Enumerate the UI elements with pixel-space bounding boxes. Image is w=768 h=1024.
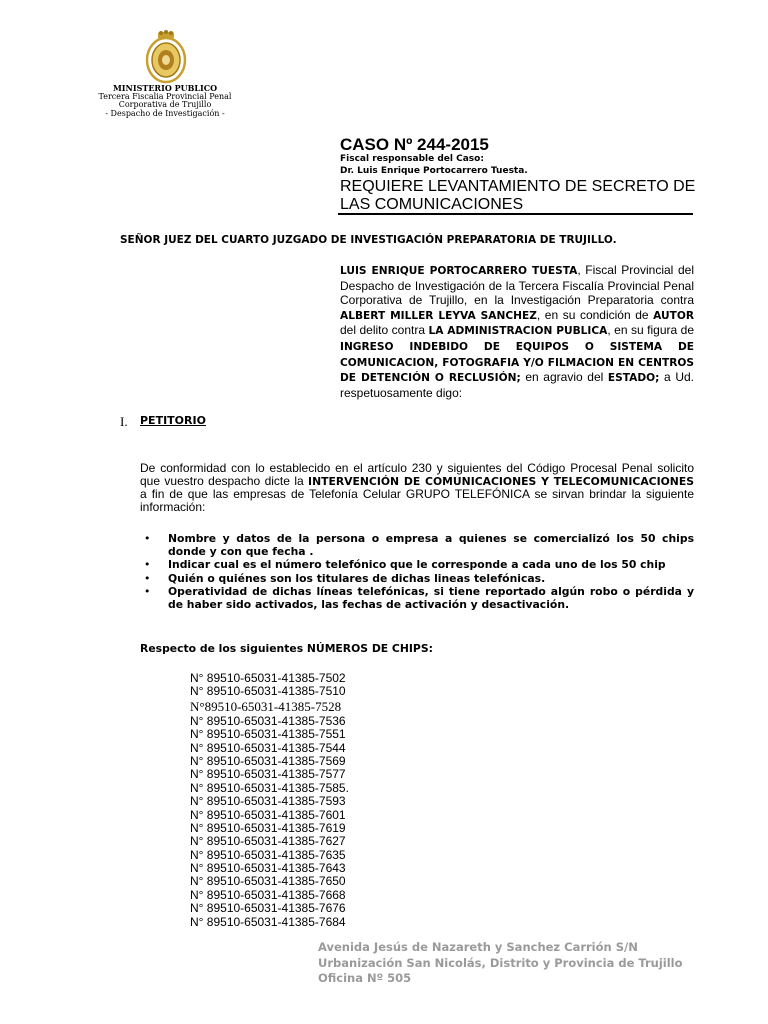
accused-name: ALBERT MILLER LEYVA SANCHEZ — [340, 309, 537, 322]
letterhead — [70, 84, 260, 118]
chip-number: N° 89510-65031-41385-7585. — [190, 780, 349, 795]
chip-number: N° 89510-65031-41385-7551 — [190, 727, 346, 742]
chip-number: N° 89510-65031-41385-7502 — [190, 671, 346, 685]
crime: LA ADMINISTRACION PUBLICA — [428, 325, 608, 338]
chip-number: N° 89510-65031-41385-7635 — [190, 847, 346, 862]
case-subject-line: LAS COMUNICACIONES — [340, 196, 524, 213]
intro-paragraph — [340, 263, 694, 400]
chip-number: N° 89510-65031-41385-7510 — [190, 684, 346, 699]
section-number: I. — [120, 414, 128, 429]
crime-figure: INGRESO INDEBIDO DE EQUIPOS O SISTEMA DE COMUNICACION, FOTOGRAFIA Y/O FILMACION EN CENTROS DE DETENCIÓN O RECLUSIÓN; — [340, 340, 694, 385]
section-title: PETITORIO — [140, 414, 206, 427]
intro-text: a Ud. respetuosamente digo: — [340, 370, 694, 400]
footer-line: Urbanización San Nicolás, Distrito y Provincia de Trujillo — [318, 955, 683, 970]
petition-emphasis: INTERVENCIÓN DE COMUNICACIONES Y TELECOMUNICACIONES — [308, 474, 694, 488]
bullet-icon: • — [144, 558, 151, 572]
list-item-text: Nombre y datos de la persona o empresa a quienes se comercializó los 50 chips donde y con que fecha . — [168, 532, 694, 559]
footer-line: Avenida Jesús de Nazareth y Sanchez Carrión S/N — [318, 940, 638, 954]
footer-line: Oficina Nº 505 — [318, 971, 412, 986]
chip-number: N° 89510-65031-41385-7676 — [190, 901, 346, 916]
list-item — [140, 585, 694, 611]
victim: ESTADO; — [607, 372, 660, 385]
information-request-list — [140, 532, 694, 611]
intro-text: , en su condición de — [536, 307, 654, 322]
role: AUTOR — [653, 309, 695, 322]
chip-list-heading: Respecto de los siguientes NÚMEROS DE CHIPS: — [140, 642, 433, 655]
intro-text: , en su figura de — [607, 323, 694, 338]
case-number: CASO Nº 244-2015 — [340, 135, 489, 154]
chip-number: N° 89510-65031-41385-7684 — [190, 914, 346, 929]
bullet-icon: • — [144, 532, 151, 545]
intro-text: en agravio del — [520, 370, 608, 385]
letterhead-line: MINISTERIO PUBLICO — [112, 83, 218, 93]
bullet-icon: • — [144, 571, 151, 585]
fiscal-name: Dr. Luis Enrique Portocarrero Tuesta. — [340, 166, 528, 176]
bullet-icon: • — [144, 584, 151, 598]
chip-number: N°89510-65031-41385-7528 — [190, 698, 342, 714]
list-item — [140, 532, 694, 558]
intro-text: del delito contra — [340, 323, 429, 338]
petition-text: De conformidad con lo establecido en el artículo 230 y siguientes del Código Procesal Penal solicito que vuestro despacho dicte la — [140, 461, 694, 488]
header-divider — [338, 213, 693, 215]
chip-number: N° 89510-65031-41385-7650 — [190, 874, 346, 889]
case-subject — [340, 178, 695, 214]
prosecutor-name: LUIS ENRIQUE PORTOCARRERO TUESTA — [340, 265, 578, 277]
case-subject-line: REQUIERE LEVANTAMIENTO DE SECRETO DE — [340, 178, 696, 195]
list-item — [140, 572, 694, 585]
letterhead-line: Tercera Fiscalia Provincial Penal — [98, 91, 232, 101]
chip-number: N° 89510-65031-41385-7536 — [190, 713, 346, 728]
ministerio-publico-seal-icon — [143, 30, 189, 86]
chip-number-list — [190, 672, 349, 929]
chip-number: N° 89510-65031-41385-7643 — [190, 861, 346, 876]
addressee: SEÑOR JUEZ DEL CUARTO JUZGADO DE INVESTIGACIÓN PREPARATORIA DE TRUJILLO. — [120, 234, 617, 246]
chip-number: N° 89510-65031-41385-7593 — [190, 794, 346, 809]
chip-number: N° 89510-65031-41385-7544 — [190, 740, 346, 755]
fiscal-responsible — [340, 153, 528, 177]
petition-text: a fin de que las empresas de Telefonía Celular GRUPO TELEFÓNICA se sirvan brindar la siguiente información: — [140, 487, 694, 514]
chip-number: N° 89510-65031-41385-7569 — [190, 753, 346, 768]
petition-paragraph — [140, 462, 694, 513]
chip-number: N° 89510-65031-41385-7619 — [190, 820, 346, 835]
intro-text: , Fiscal Provincial del Despacho de Investigación de la Tercera Fiscalía Provincial Penal Corporativa de Trujillo, en la Investigación Preparatoria contra — [340, 263, 694, 308]
chip-number: N° 89510-65031-41385-7601 — [190, 807, 346, 822]
office-address-footer — [318, 940, 683, 987]
chip-number: N° 89510-65031-41385-7668 — [190, 887, 346, 902]
list-item-text: Indicar cual es el número telefónico que le corresponde a cada uno de los 50 chip — [168, 558, 666, 572]
list-item-text: Quién o quiénes son los titulares de dichas lineas telefónicas. — [168, 571, 546, 585]
list-item-text: Operatividad de dichas líneas telefónicas, si tiene reportado algún robo o pérdida y de haber sido activados, las fechas de activación y desactivación. — [168, 584, 694, 612]
chip-number: N° 89510-65031-41385-7627 — [190, 834, 346, 849]
chip-number: N° 89510-65031-41385-7577 — [190, 767, 346, 782]
letterhead-line: Corporativa de Trujillo — [118, 100, 212, 109]
letterhead-line: - Despacho de Investigación - — [105, 108, 225, 118]
list-item — [140, 558, 694, 571]
fiscal-label: Fiscal responsable del Caso: — [340, 154, 484, 164]
